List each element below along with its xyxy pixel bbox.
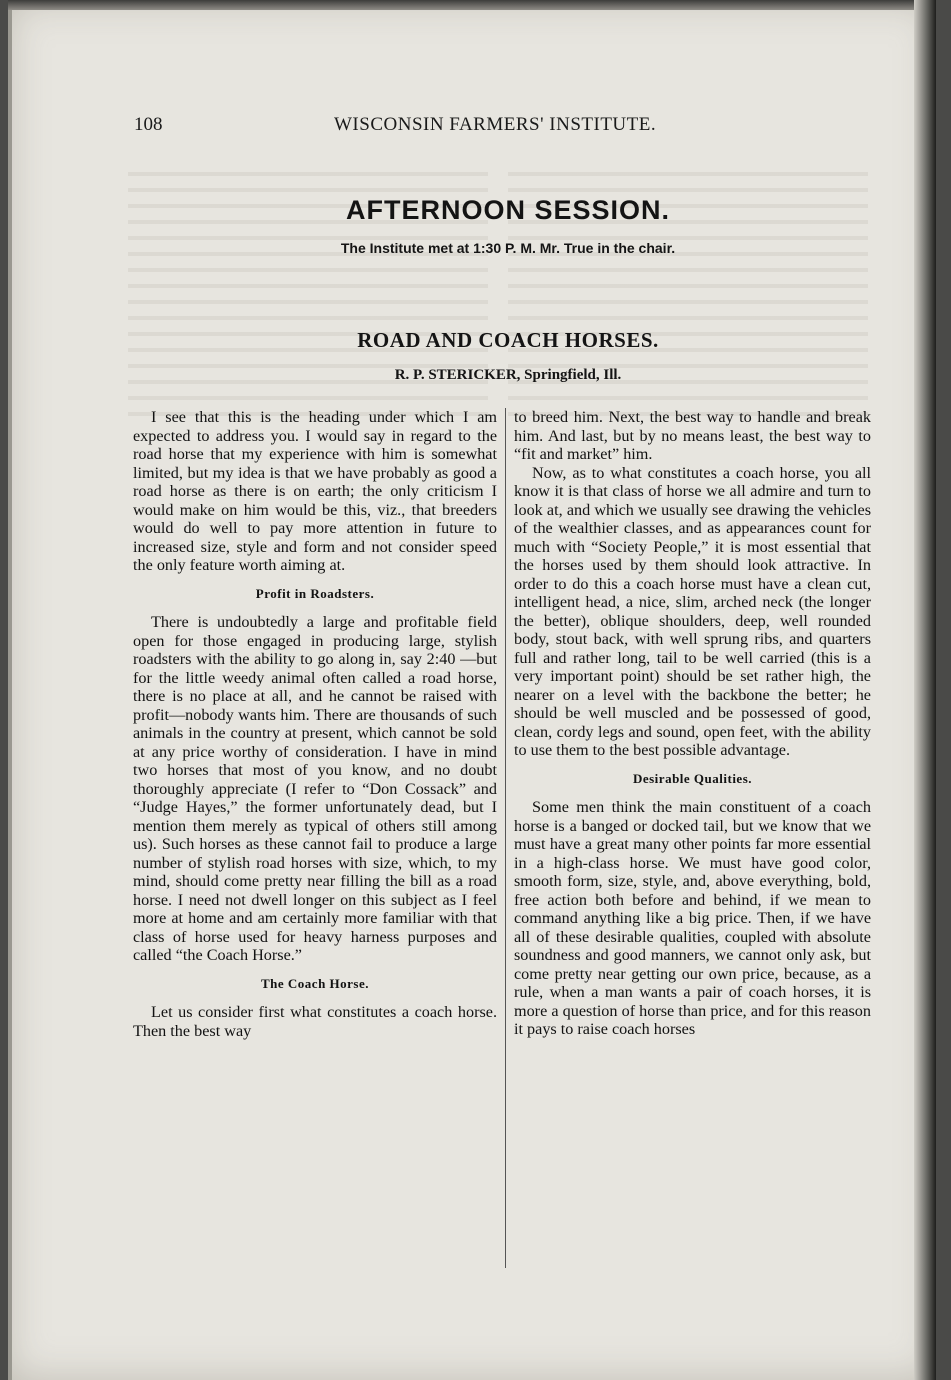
section-heading-desirable-qualities: Desirable Qualities. xyxy=(632,770,753,786)
paragraph: I see that this is the heading under which I am expected to address you. I would say in regard to the road horse that my experience with him is somewhat limited, but my idea is that we have probably as good a road horse as there is on earth; the only criticism I would make on him would be this, viz., that breeders would do well to pay more attention in future to increased size, style and form and not consider speed the only feature worth aiming at. xyxy=(133,408,497,574)
section-heading-coach-horse: The Coach Horse. xyxy=(260,975,370,991)
paragraph: Some men think the main constituent of a coach horse is a banged or docked tail, but we know that we must have a great many other points far more essential in a high-class horse. We must have good color, smooth form, size, style, and, above everything, bold, free action both before and behind, if we mean to command anything like a big price. Then, if we have all of these desirable qualities, coupled with absolute soundness and good manners, we cannot only ask, but come pretty near getting our own price, because, as a rule, when a man wants a pair of coach horses, it is more a question of horse than price, and for this reason it pays to raise coach horses xyxy=(514,798,871,1038)
paragraph: to breed him. Next, the best way to handle and break him. And last, but by no means least, the best way to “fit and market” him. xyxy=(514,408,871,463)
paragraph: Now, as to what constitutes a coach horse, you all know it is that class of horse we all admire and turn to look at, and which we usually see drawing the vehicles of the wealthier classes, and as appearances count for much with “Society People,” it is most essential that the horses used by them should look attractive. In order to do this a coach horse must have a clean cut, intelligent head, a nice, slim, arched neck (the longer the better), oblique shoulders, deep, well rounded body, stout back, with well sprung ribs, and quarters full and rather long, tail to be well carried (this is a very important point) should be set rather high, the nearer on a level with the backbone the better; he should be well muscled and be possessed of good, clean, cordy legs and sound, open feet, with the ability to use them to the best possible advantage. xyxy=(514,463,871,759)
article-byline: R. P. STERICKER, Springfield, Ill. xyxy=(394,367,622,383)
book-page xyxy=(8,0,936,1380)
paragraph: Let us consider first what constitutes a coach horse. Then the best way xyxy=(133,1003,497,1040)
section-heading-profit: Profit in Roadsters. xyxy=(255,585,375,601)
column-divider xyxy=(505,408,506,1268)
page-number: 108 xyxy=(134,114,163,135)
right-column xyxy=(514,408,871,1039)
running-header xyxy=(134,114,709,136)
session-subtitle: The Institute met at 1:30 P. M. Mr. True in the chair. xyxy=(340,240,676,256)
page-top-edge xyxy=(8,0,936,10)
session-title: AFTERNOON SESSION. xyxy=(345,195,671,225)
left-column xyxy=(133,408,497,1040)
paragraph: There is undoubtedly a large and profitable field open for those engaged in producing large, stylish roadsters with the ability to go along in, say 2:40 —but for the little weedy animal often called a road horse, there is no place at all, and he cannot be raised with profit—nobody wants him. There are thousands of such animals in the country at present, which cannot be sold at any price worthy of consideration. I have in mind two horses that most of you know, and no doubt thoroughly appreciate (I refer to “Don Cossack” and “Judge Hayes,” the former unfortunately dead, but I mention them merely as typical of others still among us). Such horses as these cannot fail to produce a large number of stylish road horses with size, which, to my mind, should come pretty near filling the bill as a road horse. I need not dwell longer on this subject as I feel more at home and am certainly more familiar with that class of horse used for heavy harness purposes and called “the Coach Horse.” xyxy=(133,613,497,964)
running-head: WISCONSIN FARMERS' INSTITUTE. xyxy=(334,114,657,135)
article-title: ROAD AND COACH HORSES. xyxy=(357,328,659,352)
